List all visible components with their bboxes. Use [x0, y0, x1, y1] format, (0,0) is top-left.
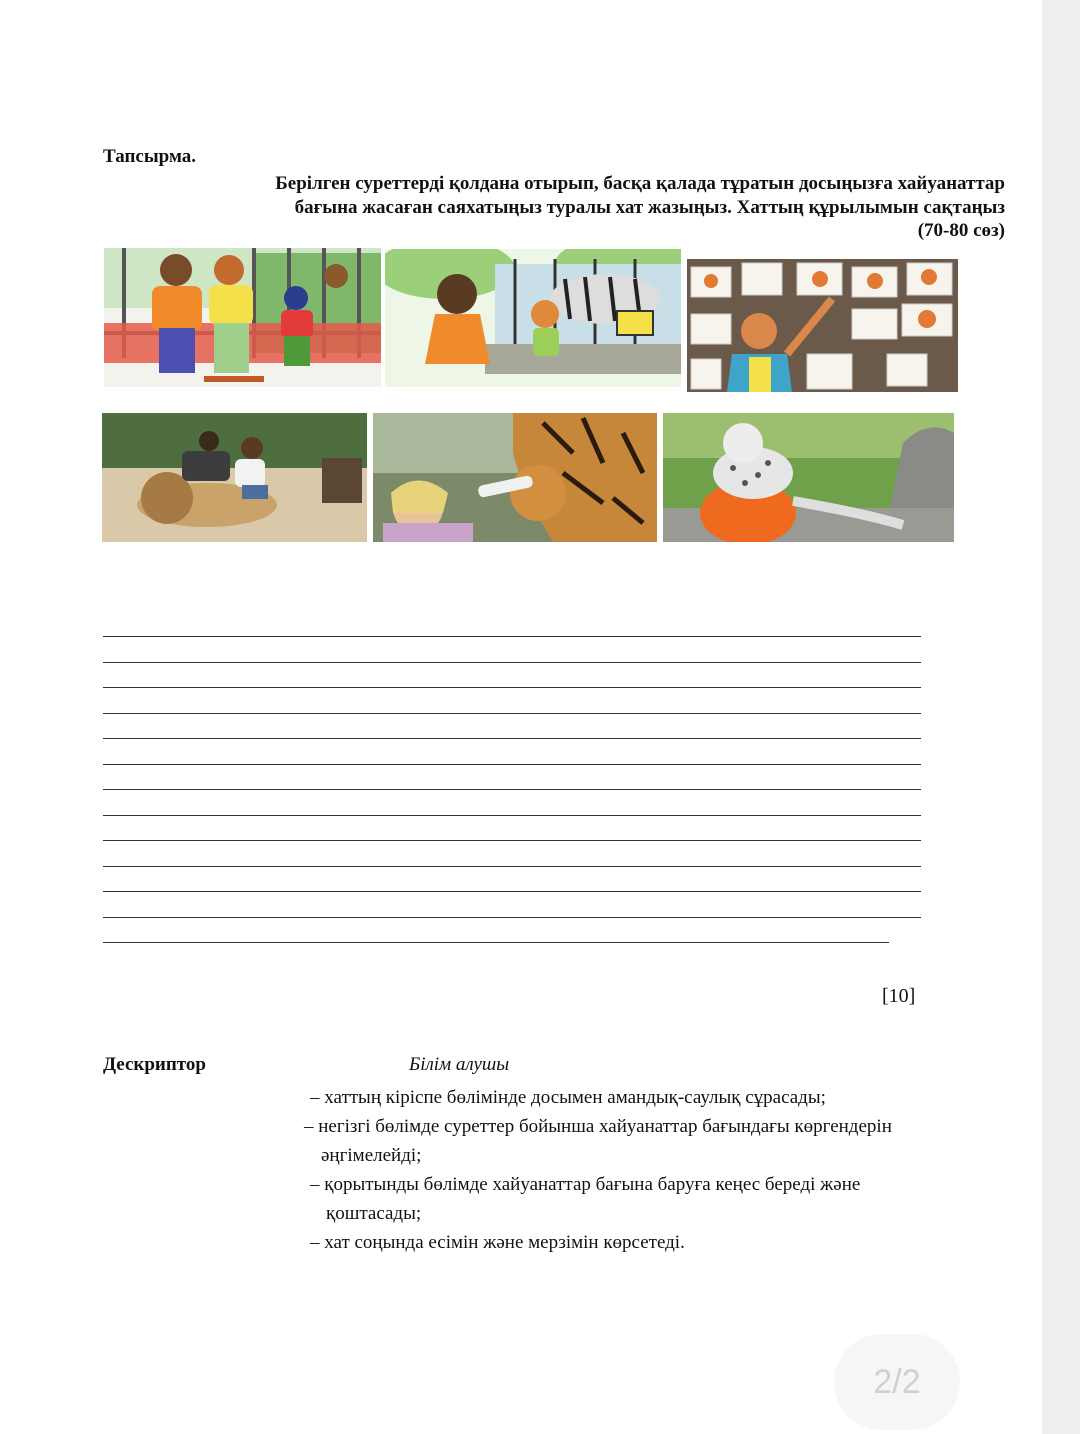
image-girl-tiger [373, 413, 657, 542]
page-indicator: 2/2 [834, 1334, 960, 1430]
image-child-drawings [687, 259, 958, 392]
scrollbar-track[interactable] [1042, 0, 1080, 1434]
task-instructions [150, 172, 1005, 243]
criterion-item [300, 1112, 1000, 1141]
criterion-dash: – [304, 1116, 314, 1137]
answer-line[interactable] [103, 815, 921, 841]
answer-line[interactable] [103, 636, 921, 662]
answer-line[interactable] [103, 713, 921, 739]
answer-lines[interactable] [103, 636, 921, 968]
task-word-count: (70-80 сөз) [917, 220, 1005, 241]
criterion-item [300, 1083, 1000, 1112]
criterion-text: қорытынды бөлімде хайуанаттар бағына баруға кеңес береді және [324, 1174, 861, 1195]
criterion-item [300, 1170, 1000, 1199]
descriptor-label: Дескриптор [103, 1054, 206, 1075]
answer-line[interactable] [103, 866, 921, 892]
score-points: [10] [882, 985, 916, 1007]
answer-line[interactable] [103, 891, 921, 917]
criterion-continuation: қоштасады; [326, 1203, 422, 1224]
image-family-zoo [104, 248, 381, 387]
learner-heading: Білім алушы [409, 1054, 510, 1075]
image-people-lion [102, 413, 367, 542]
answer-line[interactable] [103, 942, 889, 968]
criterion-dash: – [310, 1087, 320, 1108]
answer-line[interactable] [103, 840, 921, 866]
criterion-text: негізгі бөлімде суреттер бойынша хайуанаттар бағындағы көргендерін [318, 1116, 892, 1137]
answer-line[interactable] [103, 738, 921, 764]
image-snow-leopard-pumpkin [663, 413, 954, 542]
answer-line[interactable] [103, 764, 921, 790]
criterion-dash: – [310, 1174, 320, 1195]
answer-line[interactable] [103, 687, 921, 713]
criterion-text: хат соңында есімін және мерзімін көрсетеді. [324, 1232, 685, 1253]
criterion-continuation: әңгімелейді; [321, 1145, 422, 1166]
task-title: Тапсырма. [103, 146, 197, 167]
answer-line[interactable] [103, 789, 921, 815]
criterion-text: хаттың кіріспе бөлімінде досымен амандық-саулық сұрасады; [324, 1087, 826, 1108]
criterion-item [300, 1228, 1000, 1257]
answer-line[interactable] [103, 662, 921, 688]
task-line-2: бағына жасаған саяхатыңыз туралы хат жазыңыз. Хаттың құрылымын сақтаңыз [294, 196, 1005, 218]
task-line-1: Берілген суреттерді қолдана отырып, басқа қалада тұратын досыңызға хайуанаттар [275, 173, 1005, 194]
criterion-dash: – [310, 1232, 320, 1253]
answer-line[interactable] [103, 917, 921, 943]
criteria-list [300, 1083, 1000, 1257]
image-children-zebras [385, 249, 681, 387]
